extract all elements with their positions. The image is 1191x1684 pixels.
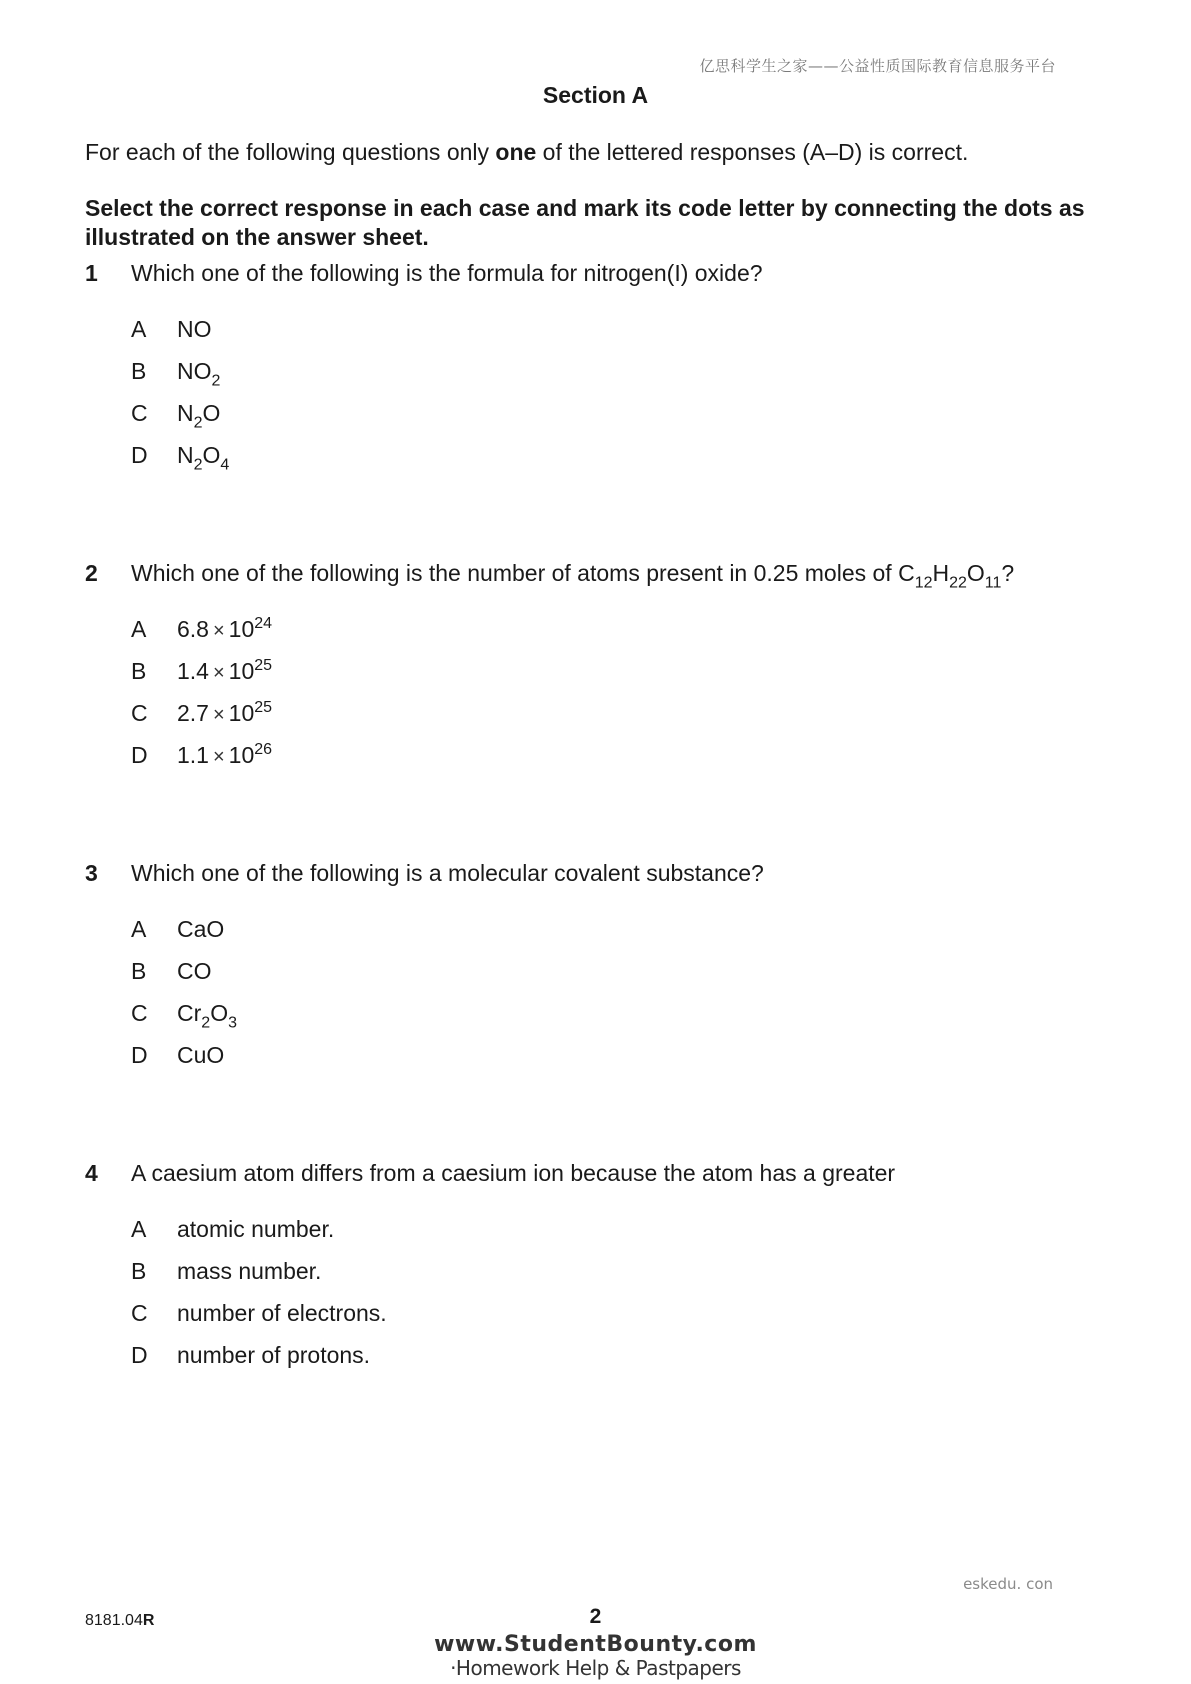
instruction-text-end: of the lettered responses (A–D) is correct.: [536, 139, 969, 165]
formula-text: ?: [1001, 560, 1015, 586]
formula-text: 6.8: [177, 616, 209, 642]
times-sign: ×: [212, 704, 225, 726]
answer-options: [85, 914, 1125, 1082]
option-letter: D: [131, 1042, 148, 1068]
studentbounty-stamp-tag: ·Homework Help & Pastpapers: [450, 1656, 741, 1680]
formula-text: 1.4: [177, 658, 209, 684]
answer-options: [85, 314, 1125, 482]
formula-text: number of protons.: [177, 1342, 371, 1368]
answer-option-b: [85, 656, 1125, 698]
question-text: [131, 558, 1015, 592]
subscript: 3: [228, 1014, 237, 1032]
answer-option-c: [85, 1298, 1125, 1340]
answer-options: [85, 614, 1125, 782]
answer-option-d: [85, 1340, 1125, 1382]
formula-text: 10: [228, 616, 255, 642]
formula-text: number of electrons.: [177, 1300, 387, 1326]
option-letter: B: [131, 958, 147, 984]
instruction-text-start: For each of the following questions only: [85, 139, 496, 165]
formula-text: NO: [177, 358, 212, 384]
question-number: 3: [85, 860, 98, 886]
question-stem: [85, 1158, 1125, 1188]
formula-text: atomic number.: [177, 1216, 335, 1242]
superscript: 26: [254, 741, 273, 759]
answer-options: [85, 1214, 1125, 1382]
option-text: [177, 698, 272, 730]
formula-text: mass number.: [177, 1258, 322, 1284]
option-text: [177, 1256, 321, 1286]
times-sign: ×: [212, 662, 225, 684]
question-number: 1: [85, 260, 98, 286]
option-text: [177, 914, 224, 944]
formula-text: N: [177, 442, 194, 468]
answer-option-b: [85, 956, 1125, 998]
answer-option-d: [85, 1040, 1125, 1082]
question-text: Which one of the following is a molecular covalent substance?: [131, 860, 764, 886]
formula-text: 10: [228, 658, 255, 684]
option-text: [177, 614, 272, 646]
subscript: 2: [193, 456, 203, 474]
option-letter: A: [131, 616, 147, 642]
option-text: [177, 314, 212, 344]
option-letter: D: [131, 1342, 148, 1368]
question-stem: [85, 558, 1125, 592]
formula-text: Cr: [177, 1000, 202, 1026]
formula-text: NO: [177, 316, 212, 342]
answer-option-d: [85, 440, 1125, 482]
subscript: 2: [211, 372, 221, 390]
watermark-site: eskedu. con: [963, 1575, 1053, 1593]
question-stem: [85, 858, 1125, 888]
question-1: [85, 258, 1125, 482]
formula-text: CaO: [177, 916, 225, 942]
option-text: [177, 656, 272, 688]
question-number: 2: [85, 560, 98, 586]
subscript: 2: [201, 1014, 211, 1032]
section-title: Section A: [542, 82, 649, 108]
answer-option-d: [85, 740, 1125, 782]
question-stem: [85, 258, 1125, 288]
instruction-emphasis: one: [495, 139, 537, 165]
option-letter: B: [131, 658, 147, 684]
option-text: [177, 1040, 224, 1070]
option-letter: A: [131, 916, 147, 942]
subscript: 12: [914, 574, 933, 592]
formula-text: O: [210, 1000, 229, 1026]
option-text: [177, 1340, 370, 1370]
answer-option-a: [85, 1214, 1125, 1256]
option-text: [177, 956, 212, 986]
option-text: [177, 998, 237, 1032]
option-text: [177, 440, 230, 474]
answer-option-c: [85, 398, 1125, 440]
formula-text: H: [932, 560, 950, 586]
formula-text: 10: [228, 742, 255, 768]
option-letter: C: [131, 1000, 148, 1026]
answer-option-b: [85, 1256, 1125, 1298]
answer-option-c: [85, 998, 1125, 1040]
answer-option-b: [85, 356, 1125, 398]
option-letter: C: [131, 1300, 148, 1326]
studentbounty-stamp-url: www.StudentBounty.com: [434, 1632, 757, 1657]
question-4: [85, 1158, 1125, 1382]
question-text: A caesium atom differs from a caesium ion because the atom has a greater: [131, 1160, 896, 1186]
subscript: 4: [220, 456, 230, 474]
option-text: [177, 740, 272, 772]
option-letter: D: [131, 742, 148, 768]
option-letter: A: [131, 1216, 147, 1242]
subscript: 11: [984, 574, 1002, 592]
formula-text: CO: [177, 958, 212, 984]
superscript: 24: [254, 615, 273, 633]
option-text: [177, 1214, 334, 1244]
formula-text: 1.1: [177, 742, 209, 768]
option-letter: B: [131, 1258, 147, 1284]
question-number: 4: [85, 1160, 98, 1186]
answer-option-c: [85, 698, 1125, 740]
formula-text: O: [202, 442, 221, 468]
answer-option-a: [85, 614, 1125, 656]
instruction-line-1: [85, 138, 1125, 167]
question-2: [85, 558, 1125, 782]
formula-text: N: [177, 400, 194, 426]
superscript: 25: [254, 657, 273, 675]
times-sign: ×: [212, 620, 225, 642]
option-text: [177, 356, 221, 390]
option-letter: C: [131, 400, 148, 426]
subscript: 2: [193, 414, 203, 432]
instruction-line-2: Select the correct response in each case and mark its code letter by connecting the dots as illustrated on the answer sheet.: [85, 195, 1085, 250]
option-letter: B: [131, 358, 147, 384]
option-letter: A: [131, 316, 147, 342]
answer-option-a: [85, 914, 1125, 956]
answer-option-a: [85, 314, 1125, 356]
formula-text: CuO: [177, 1042, 225, 1068]
question-text: Which one of the following is the formula for nitrogen(I) oxide?: [131, 260, 763, 286]
formula-text: O: [966, 560, 985, 586]
formula-text: Which one of the following is the number of atoms present in 0.25 moles of C: [131, 560, 915, 586]
header-note: 亿思科学生之家——公益性质国际教育信息服务平台: [699, 57, 1056, 75]
times-sign: ×: [212, 746, 225, 768]
paper-code-suffix: R: [142, 1612, 155, 1629]
option-text: [177, 1298, 387, 1328]
subscript: 22: [949, 574, 967, 592]
option-letter: D: [131, 442, 148, 468]
page-number: 2: [589, 1605, 602, 1628]
formula-text: O: [202, 400, 221, 426]
formula-text: 10: [228, 700, 255, 726]
question-3: [85, 858, 1125, 1082]
paper-code-number: 8181.04: [85, 1612, 143, 1629]
superscript: 25: [254, 699, 273, 717]
formula-text: 2.7: [177, 700, 209, 726]
option-text: [177, 398, 221, 432]
option-letter: C: [131, 700, 148, 726]
